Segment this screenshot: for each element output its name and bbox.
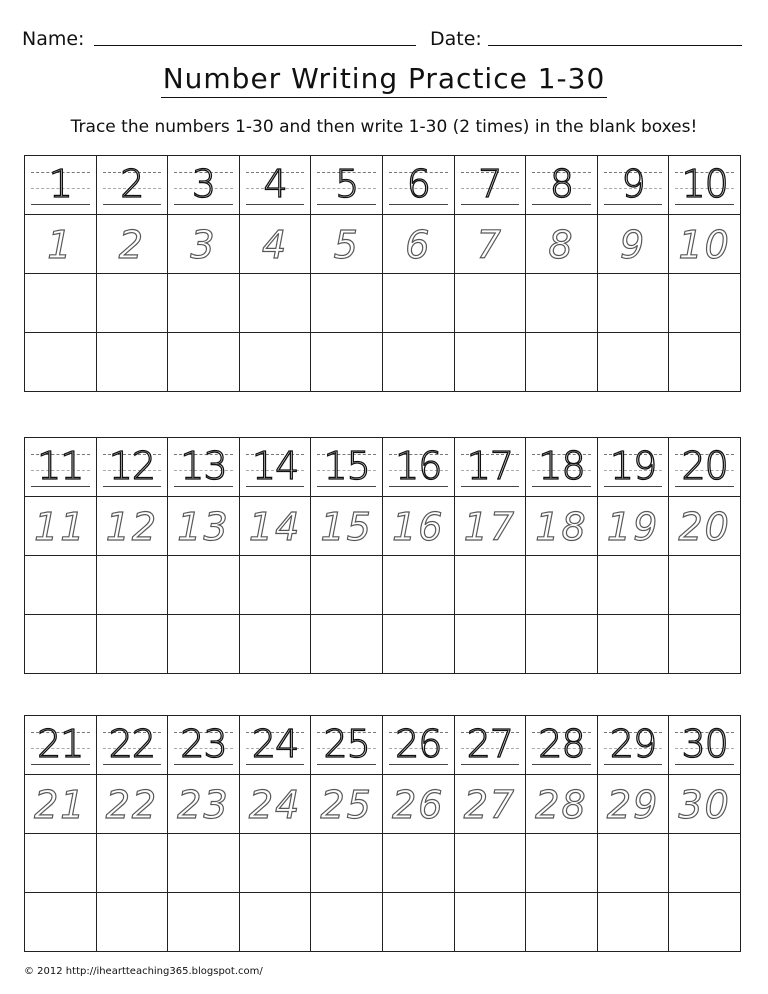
name-label: Name: xyxy=(22,28,85,50)
trace-cell xyxy=(382,155,455,215)
trace-number: 25 xyxy=(323,722,370,766)
trace-cell xyxy=(597,155,670,215)
trace-number: 28 xyxy=(538,722,585,766)
trace-number: 4 xyxy=(263,162,287,206)
dotted-cell xyxy=(597,774,670,834)
dotted-cell xyxy=(382,214,455,274)
trace-cell xyxy=(525,715,598,775)
trace-number: 10 xyxy=(681,162,728,206)
dotted-cell xyxy=(525,214,598,274)
page-title: Number Writing Practice 1-30 xyxy=(161,62,608,98)
blank-writing-box[interactable] xyxy=(24,555,97,615)
dotted-number: 16 xyxy=(392,505,445,549)
dotted-cell xyxy=(96,496,169,556)
trace-cell xyxy=(525,437,598,497)
trace-number: 18 xyxy=(538,444,585,488)
dotted-number: 10 xyxy=(678,223,731,267)
trace-cell xyxy=(310,715,383,775)
blank-writing-box[interactable] xyxy=(382,892,455,952)
dotted-number: 5 xyxy=(333,223,360,267)
dotted-cell xyxy=(239,774,312,834)
trace-cell xyxy=(167,155,240,215)
blank-writing-box[interactable] xyxy=(597,614,670,674)
name-date-line xyxy=(20,24,748,54)
trace-cell xyxy=(382,437,455,497)
trace-cell xyxy=(597,715,670,775)
trace-cell xyxy=(668,437,741,497)
trace-cell xyxy=(454,155,527,215)
name-field[interactable] xyxy=(94,45,416,46)
trace-number: 26 xyxy=(395,722,442,766)
trace-number: 23 xyxy=(180,722,227,766)
blank-writing-box[interactable] xyxy=(24,332,97,392)
dotted-cell xyxy=(310,774,383,834)
dotted-cell xyxy=(597,496,670,556)
trace-cell xyxy=(239,437,312,497)
dotted-number: 14 xyxy=(248,505,302,549)
blank-writing-box[interactable] xyxy=(167,833,240,893)
trace-cell xyxy=(310,155,383,215)
dotted-number: 11 xyxy=(34,505,87,549)
trace-number: 3 xyxy=(191,162,216,206)
blank-writing-box[interactable] xyxy=(597,555,670,615)
blank-writing-box[interactable] xyxy=(382,555,455,615)
blank-writing-box[interactable] xyxy=(24,892,97,952)
trace-number: 20 xyxy=(681,444,728,488)
dotted-number: 7 xyxy=(476,223,503,267)
blank-writing-box[interactable] xyxy=(24,273,97,333)
blank-writing-box[interactable] xyxy=(525,614,598,674)
dotted-number: 17 xyxy=(463,505,517,549)
dotted-cell xyxy=(310,496,383,556)
dotted-number: 12 xyxy=(105,505,159,549)
trace-number: 24 xyxy=(251,722,299,766)
blank-writing-box[interactable] xyxy=(597,332,670,392)
dotted-cell xyxy=(597,214,670,274)
trace-number: 9 xyxy=(621,162,645,206)
blank-writing-box[interactable] xyxy=(597,833,670,893)
blank-writing-box[interactable] xyxy=(525,555,598,615)
dotted-cell xyxy=(167,496,240,556)
dotted-number: 23 xyxy=(177,783,230,827)
dotted-number: 28 xyxy=(535,783,588,827)
dotted-cell xyxy=(24,214,97,274)
dotted-number: 29 xyxy=(606,783,660,827)
blank-writing-box[interactable] xyxy=(525,892,598,952)
trace-number: 11 xyxy=(37,444,84,488)
blank-writing-box[interactable] xyxy=(454,614,527,674)
blank-writing-box[interactable] xyxy=(239,892,312,952)
trace-cell xyxy=(239,715,312,775)
trace-number: 22 xyxy=(108,722,156,766)
dotted-number: 30 xyxy=(678,783,731,827)
dotted-number: 6 xyxy=(405,223,432,267)
blank-writing-box[interactable] xyxy=(239,555,312,615)
dotted-number: 22 xyxy=(105,783,159,827)
dotted-cell xyxy=(167,214,240,274)
dotted-cell xyxy=(454,774,527,834)
trace-number: 19 xyxy=(609,444,657,488)
blank-writing-box[interactable] xyxy=(454,332,527,392)
blank-writing-box[interactable] xyxy=(454,892,527,952)
dotted-cell xyxy=(454,496,527,556)
dotted-number: 4 xyxy=(262,223,289,267)
dotted-cell xyxy=(668,774,741,834)
trace-number: 29 xyxy=(609,722,657,766)
dotted-number: 21 xyxy=(34,783,87,827)
trace-cell xyxy=(382,715,455,775)
trace-cell xyxy=(454,715,527,775)
blank-writing-box[interactable] xyxy=(167,332,240,392)
trace-number: 13 xyxy=(180,444,227,488)
dotted-number: 26 xyxy=(392,783,445,827)
blank-writing-box[interactable] xyxy=(24,614,97,674)
trace-cell xyxy=(668,715,741,775)
blank-writing-box[interactable] xyxy=(239,332,312,392)
blank-writing-box[interactable] xyxy=(96,332,169,392)
dotted-cell xyxy=(239,496,312,556)
trace-cell xyxy=(167,715,240,775)
dotted-number: 3 xyxy=(190,223,217,267)
blank-writing-box[interactable] xyxy=(668,555,741,615)
date-field[interactable] xyxy=(488,45,742,46)
dotted-number: 18 xyxy=(535,505,588,549)
dotted-cell xyxy=(382,496,455,556)
trace-number: 12 xyxy=(108,444,156,488)
trace-number: 14 xyxy=(251,444,299,488)
blank-writing-box[interactable] xyxy=(310,892,383,952)
trace-number: 27 xyxy=(466,722,514,766)
trace-cell xyxy=(96,155,169,215)
blank-writing-box[interactable] xyxy=(668,332,741,392)
dotted-cell xyxy=(96,774,169,834)
blank-writing-box[interactable] xyxy=(167,273,240,333)
blank-writing-box[interactable] xyxy=(668,833,741,893)
blank-writing-box[interactable] xyxy=(382,833,455,893)
trace-cell xyxy=(96,715,169,775)
dotted-number: 27 xyxy=(463,783,517,827)
dotted-cell xyxy=(668,496,741,556)
trace-number: 21 xyxy=(37,722,84,766)
dotted-number: 2 xyxy=(118,223,145,267)
blank-writing-box[interactable] xyxy=(525,833,598,893)
dotted-cell xyxy=(525,496,598,556)
dotted-number: 24 xyxy=(248,783,302,827)
trace-number: 16 xyxy=(395,444,442,488)
blank-writing-box[interactable] xyxy=(96,555,169,615)
blank-writing-box[interactable] xyxy=(239,273,312,333)
trace-cell xyxy=(24,437,97,497)
blank-writing-box[interactable] xyxy=(239,614,312,674)
date-label: Date: xyxy=(430,28,482,50)
trace-cell xyxy=(597,437,670,497)
blank-writing-box[interactable] xyxy=(310,614,383,674)
trace-cell xyxy=(24,715,97,775)
blank-writing-box[interactable] xyxy=(310,332,383,392)
trace-number: 8 xyxy=(549,162,574,206)
blank-writing-box[interactable] xyxy=(167,892,240,952)
dotted-number: 8 xyxy=(548,223,575,267)
trace-cell xyxy=(668,155,741,215)
trace-cell xyxy=(96,437,169,497)
blank-writing-box[interactable] xyxy=(310,273,383,333)
dotted-number: 15 xyxy=(320,505,373,549)
dotted-number: 13 xyxy=(177,505,230,549)
trace-cell xyxy=(239,155,312,215)
blank-writing-box[interactable] xyxy=(167,555,240,615)
trace-number: 5 xyxy=(335,162,359,206)
dotted-cell xyxy=(96,214,169,274)
blank-writing-box[interactable] xyxy=(96,614,169,674)
blank-writing-box[interactable] xyxy=(597,892,670,952)
blank-writing-box[interactable] xyxy=(525,273,598,333)
blank-writing-box[interactable] xyxy=(239,833,312,893)
dotted-cell xyxy=(239,214,312,274)
trace-cell xyxy=(167,437,240,497)
blank-writing-box[interactable] xyxy=(668,273,741,333)
instructions: Trace the numbers 1-30 and then write 1-30 (2 times) in the blank boxes! xyxy=(70,117,698,137)
trace-number: 1 xyxy=(48,162,72,206)
trace-cell xyxy=(454,437,527,497)
trace-number: 15 xyxy=(323,444,370,488)
trace-cell xyxy=(525,155,598,215)
blank-writing-box[interactable] xyxy=(24,833,97,893)
dotted-cell xyxy=(24,496,97,556)
blank-writing-box[interactable] xyxy=(96,273,169,333)
blank-writing-box[interactable] xyxy=(454,833,527,893)
trace-number: 6 xyxy=(406,162,430,206)
dotted-cell xyxy=(310,214,383,274)
blank-writing-box[interactable] xyxy=(310,833,383,893)
dotted-number: 20 xyxy=(678,505,731,549)
trace-number: 7 xyxy=(478,162,502,206)
trace-number: 2 xyxy=(120,162,144,206)
dotted-cell xyxy=(167,774,240,834)
trace-number: 17 xyxy=(466,444,514,488)
blank-writing-box[interactable] xyxy=(382,332,455,392)
dotted-cell xyxy=(668,214,741,274)
blank-writing-box[interactable] xyxy=(668,614,741,674)
copyright-footer: © 2012 http://iheartteaching365.blogspot.com/ xyxy=(24,966,263,977)
dotted-cell xyxy=(24,774,97,834)
dotted-number: 9 xyxy=(620,223,647,267)
blank-writing-box[interactable] xyxy=(167,614,240,674)
page-title-wrap xyxy=(0,62,768,98)
dotted-cell xyxy=(382,774,455,834)
blank-writing-box[interactable] xyxy=(454,273,527,333)
blank-writing-box[interactable] xyxy=(310,555,383,615)
blank-writing-box[interactable] xyxy=(96,833,169,893)
blank-writing-box[interactable] xyxy=(382,614,455,674)
blank-writing-box[interactable] xyxy=(454,555,527,615)
dotted-number: 1 xyxy=(47,223,74,267)
blank-writing-box[interactable] xyxy=(597,273,670,333)
blank-writing-box[interactable] xyxy=(668,892,741,952)
dotted-cell xyxy=(454,214,527,274)
blank-writing-box[interactable] xyxy=(96,892,169,952)
trace-number: 30 xyxy=(681,722,728,766)
blank-writing-box[interactable] xyxy=(525,332,598,392)
trace-cell xyxy=(310,437,383,497)
dotted-cell xyxy=(525,774,598,834)
blank-writing-box[interactable] xyxy=(382,273,455,333)
trace-cell xyxy=(24,155,97,215)
dotted-number: 19 xyxy=(606,505,660,549)
dotted-number: 25 xyxy=(320,783,373,827)
